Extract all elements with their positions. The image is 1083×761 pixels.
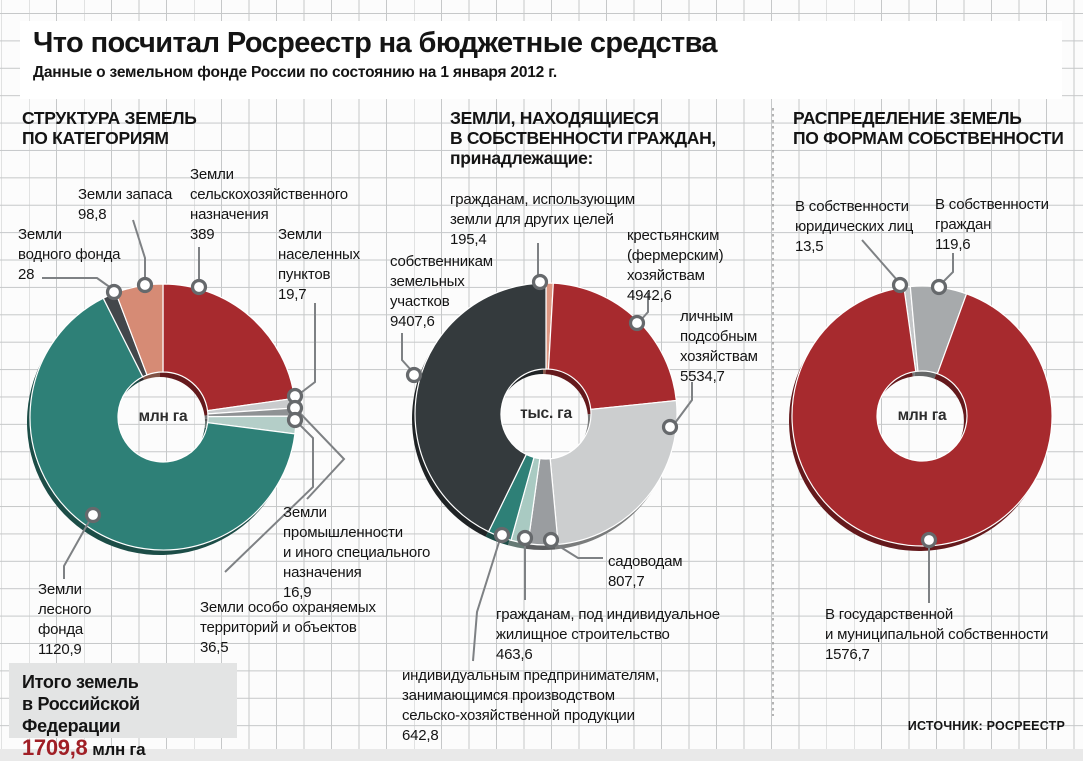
leader-dot (108, 286, 121, 299)
page-subtitle: Данные о земельном фонде России по состоянию на 1 января 2012 г. (33, 64, 558, 82)
callout-label: Земли особо охраняемых территорий и объектов 36,5 (200, 599, 376, 656)
callout-label: Земли промышленности и иного специального назначения 16,9 (283, 504, 431, 601)
callout-label: Земли населенных пунктов 19,7 (278, 226, 360, 303)
callout-label: гражданам, под индивидуальное жилищное строительство 463,6 (496, 606, 720, 663)
callout-label: В государственной и муниципальной собственности 1576,7 (825, 606, 1049, 663)
callout-label: В собственности юридических лиц 13,5 (795, 198, 914, 255)
callout-label: крестьянским (фермерским) хозяйствам 4942,6 (627, 227, 724, 304)
leader-dot (534, 276, 547, 289)
callout-label: садоводам 807,7 (608, 553, 683, 590)
section-title: ЗЕМЛИ, НАХОДЯЩИЕСЯ В СОБСТВЕННОСТИ ГРАЖДАН, принадлежащие: (450, 108, 716, 168)
section-title: РАСПРЕДЕЛЕНИЕ ЗЕМЕЛЬ ПО ФОРМАМ СОБСТВЕННОСТИ (793, 108, 1064, 148)
leader-dot (519, 532, 532, 545)
leader-dot (923, 534, 936, 547)
total-value-line (22, 737, 237, 761)
leader-line (297, 410, 344, 499)
leader-line (133, 220, 145, 280)
source-credit: ИСТОЧНИК: РОСРЕЕСТР (907, 719, 1065, 733)
callout-label: Земли лесного фонда 1120,9 (38, 581, 92, 658)
callout-label: В собственности граждан 119,6 (935, 196, 1049, 253)
donut-center-unit: млн га (138, 408, 188, 425)
total-label-line1: Итого земель (22, 672, 139, 692)
leader-dot (933, 281, 946, 294)
callout-label: гражданам, использующим земли для других целей 195,4 (450, 191, 636, 248)
leader-line (298, 303, 315, 395)
callout-label: индивидуальным предпринимателям, занимающимся производством сельско-хозяйственной продукции 642,8 (402, 667, 660, 744)
page-title: Что посчитал Росреестр на бюджетные средства (33, 27, 717, 59)
section-title: СТРУКТУРА ЗЕМЕЛЬ ПО КАТЕГОРИЯМ (22, 108, 197, 148)
donut-center-unit: тыс. га (520, 405, 572, 422)
leader-dot (545, 534, 558, 547)
total-box (9, 663, 237, 760)
callout-label: Земли водного фонда 28 (18, 226, 121, 283)
leader-dot (139, 279, 152, 292)
leader-dot (289, 414, 302, 427)
total-unit: млн га (92, 740, 146, 759)
leader-line (942, 253, 953, 283)
leader-dot (664, 421, 677, 434)
total-value: 1709,8 (22, 735, 88, 760)
leader-dot (193, 281, 206, 294)
leader-dot (408, 369, 421, 382)
callout-label: собственникам земельных участков 9407,6 (390, 253, 493, 330)
leader-dot (894, 279, 907, 292)
donut-slice (163, 284, 295, 411)
callout-label: Земли сельскохозяйственного назначения 389 (190, 166, 348, 243)
leader-line (64, 518, 91, 579)
callout-label: Земли запаса 98,8 (78, 186, 173, 223)
total-label-line2: в Российской Федерации (22, 694, 140, 736)
donut-center-unit: млн га (897, 407, 947, 424)
leader-dot (496, 529, 509, 542)
leader-line (402, 333, 411, 370)
leader-dot (631, 317, 644, 330)
leader-dot (87, 509, 100, 522)
callout-label: личным подсобным хозяйствам 5534,7 (680, 308, 758, 385)
